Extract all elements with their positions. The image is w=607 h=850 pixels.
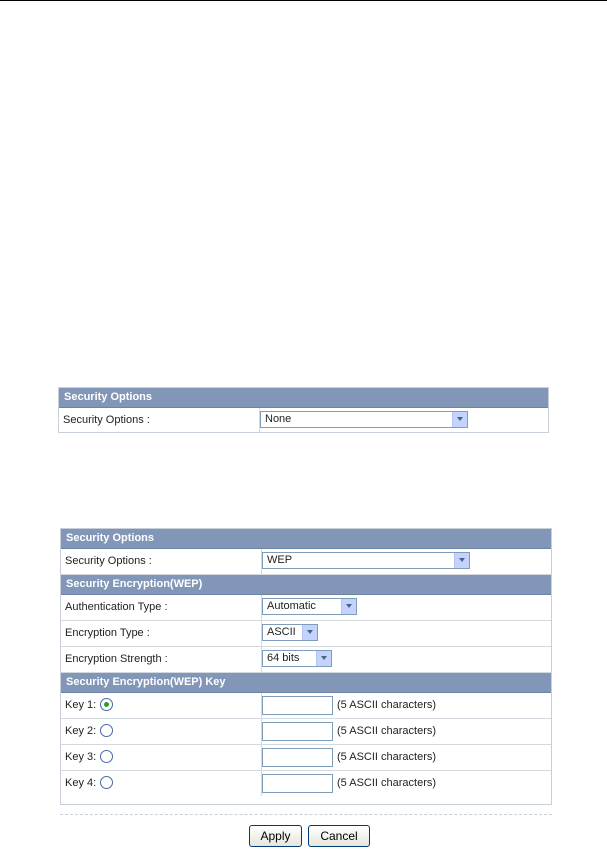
encryption-type-value-cell bbox=[262, 621, 551, 646]
key-value-cell bbox=[262, 719, 551, 744]
security-options-value-cell bbox=[260, 408, 548, 432]
key-3-radio[interactable] bbox=[100, 750, 113, 763]
key-4-radio[interactable] bbox=[100, 776, 113, 789]
wep-key-section-header: Security Encryption(WEP) Key bbox=[61, 673, 551, 693]
key-label: Key 2: bbox=[65, 725, 97, 737]
encryption-strength-label: Encryption Strength : bbox=[61, 647, 262, 672]
key-label-cell bbox=[61, 745, 262, 770]
panel-header: Security Options bbox=[59, 388, 548, 408]
key-1-input[interactable] bbox=[262, 696, 333, 715]
top-rule bbox=[0, 0, 607, 1]
security-options-select[interactable] bbox=[260, 411, 468, 428]
key-value-cell bbox=[262, 745, 551, 770]
authentication-type-label: Authentication Type : bbox=[61, 595, 262, 620]
security-options-label: Security Options : bbox=[59, 408, 260, 432]
key-2-radio[interactable] bbox=[100, 724, 113, 737]
chevron-down-icon[interactable] bbox=[302, 625, 317, 640]
encryption-strength-row bbox=[61, 647, 551, 673]
key-value-cell bbox=[262, 693, 551, 718]
key-3-input[interactable] bbox=[262, 748, 333, 767]
authentication-type-value-cell bbox=[262, 595, 551, 620]
security-options-label: Security Options : bbox=[61, 549, 262, 574]
authentication-type-select[interactable] bbox=[262, 598, 357, 615]
key-label-cell bbox=[61, 693, 262, 718]
encryption-type-label: Encryption Type : bbox=[61, 621, 262, 646]
select-value: Automatic bbox=[267, 600, 316, 612]
key-2-input[interactable] bbox=[262, 722, 333, 741]
chevron-down-icon[interactable] bbox=[341, 599, 356, 614]
security-options-panel-wep bbox=[60, 528, 552, 805]
key-hint: (5 ASCII characters) bbox=[337, 699, 437, 711]
chevron-down-icon[interactable] bbox=[316, 651, 331, 666]
apply-button[interactable]: Apply bbox=[249, 825, 302, 847]
authentication-type-row bbox=[61, 595, 551, 621]
key-row-4 bbox=[61, 771, 551, 796]
chevron-down-icon[interactable] bbox=[452, 412, 467, 427]
select-value: 64 bits bbox=[267, 652, 300, 664]
encryption-strength-select[interactable] bbox=[262, 650, 332, 667]
key-label-cell bbox=[61, 771, 262, 796]
key-hint: (5 ASCII characters) bbox=[337, 725, 437, 737]
panel-header: Security Options bbox=[61, 529, 551, 549]
key-label-cell bbox=[61, 719, 262, 744]
select-value: ASCII bbox=[267, 626, 296, 638]
key-value-cell bbox=[262, 771, 551, 796]
encryption-type-select[interactable] bbox=[262, 624, 318, 641]
dashed-divider bbox=[60, 814, 552, 815]
key-row-2 bbox=[61, 719, 551, 745]
key-label: Key 3: bbox=[65, 751, 97, 763]
key-hint: (5 ASCII characters) bbox=[337, 751, 437, 763]
key-row-1 bbox=[61, 693, 551, 719]
select-value: WEP bbox=[267, 554, 293, 566]
select-value: None bbox=[265, 413, 292, 425]
security-options-value-cell bbox=[262, 549, 551, 574]
chevron-down-icon[interactable] bbox=[454, 553, 469, 568]
wep-section-header: Security Encryption(WEP) bbox=[61, 575, 551, 595]
security-options-row bbox=[61, 549, 551, 575]
cancel-button[interactable]: Cancel bbox=[308, 825, 370, 847]
key-1-radio[interactable] bbox=[100, 698, 113, 711]
security-options-row bbox=[59, 408, 548, 432]
encryption-strength-value-cell bbox=[262, 647, 551, 672]
security-options-panel-none bbox=[58, 387, 549, 433]
security-options-select[interactable] bbox=[262, 552, 470, 569]
key-label: Key 4: bbox=[65, 777, 97, 789]
key-row-3 bbox=[61, 745, 551, 771]
key-4-input[interactable] bbox=[262, 774, 333, 793]
encryption-type-row bbox=[61, 621, 551, 647]
key-label: Key 1: bbox=[65, 699, 97, 711]
key-hint: (5 ASCII characters) bbox=[337, 777, 437, 789]
